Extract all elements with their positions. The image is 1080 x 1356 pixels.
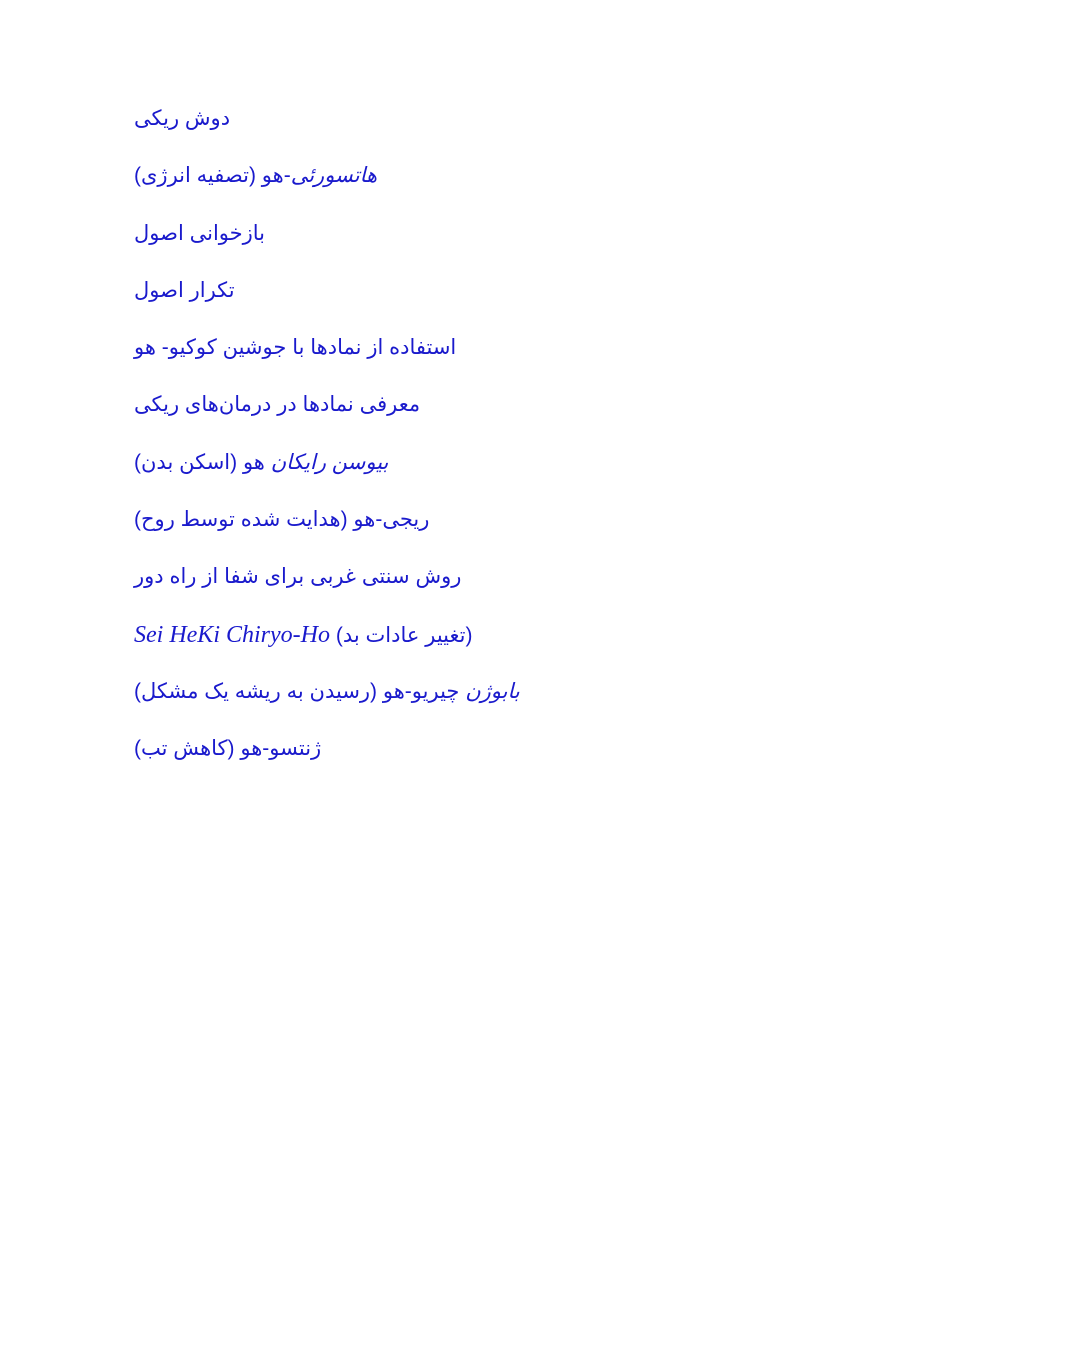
list-item-rest: هو (اسکن بدن) [134, 450, 271, 474]
list-item-text [134, 676, 520, 708]
list-item[interactable] [134, 332, 654, 389]
list-item-text: معرفی نمادها در درمان‌های ریکی [134, 393, 421, 417]
list-item[interactable] [134, 504, 654, 561]
list-item-latin-term: Sei HeKi Chiryo-Ho [134, 621, 330, 648]
list-item[interactable] [134, 619, 654, 676]
list-item[interactable] [134, 160, 654, 217]
list-item-text [134, 619, 472, 652]
list-item[interactable] [134, 733, 654, 790]
list-item[interactable] [134, 676, 654, 733]
list-item[interactable] [134, 561, 654, 618]
list-item-rest: چیریو-هو (رسیدن به ریشه یک مشکل) [134, 679, 466, 703]
list-item-italic-term: بیوسن رایکان [270, 450, 389, 474]
list-item-italic-term: بابوژن [465, 679, 520, 703]
list-item-text: استفاده از نمادها با جوشین کوکیو- هو [134, 336, 457, 360]
list-item-text: ریجی-هو (هدایت شده توسط روح) [134, 508, 430, 532]
list-item-rest: -هو (تصفیه انرژی) [134, 164, 291, 188]
list-item[interactable] [134, 218, 654, 275]
list-item-text: دوش ریکی [134, 107, 231, 130]
list-item-text: ژنتسو-هو (کاهش تب) [134, 737, 322, 761]
list-item[interactable] [134, 275, 654, 332]
list-item[interactable] [134, 103, 654, 160]
list-item-text: روش سنتی غربی برای شفا از راه دور [134, 565, 462, 589]
list-item-italic-term: هاتسورئی [290, 164, 378, 188]
list-item-rest: (تغییر عادات بد) [329, 623, 473, 647]
list-item[interactable] [134, 389, 654, 446]
contents-list [134, 103, 654, 791]
list-item-text [134, 447, 388, 479]
list-item-text: بازخوانی اصول [134, 221, 266, 245]
list-item[interactable] [134, 447, 654, 504]
list-item-text [134, 160, 377, 192]
list-item-text: تکرار اصول [134, 278, 235, 302]
